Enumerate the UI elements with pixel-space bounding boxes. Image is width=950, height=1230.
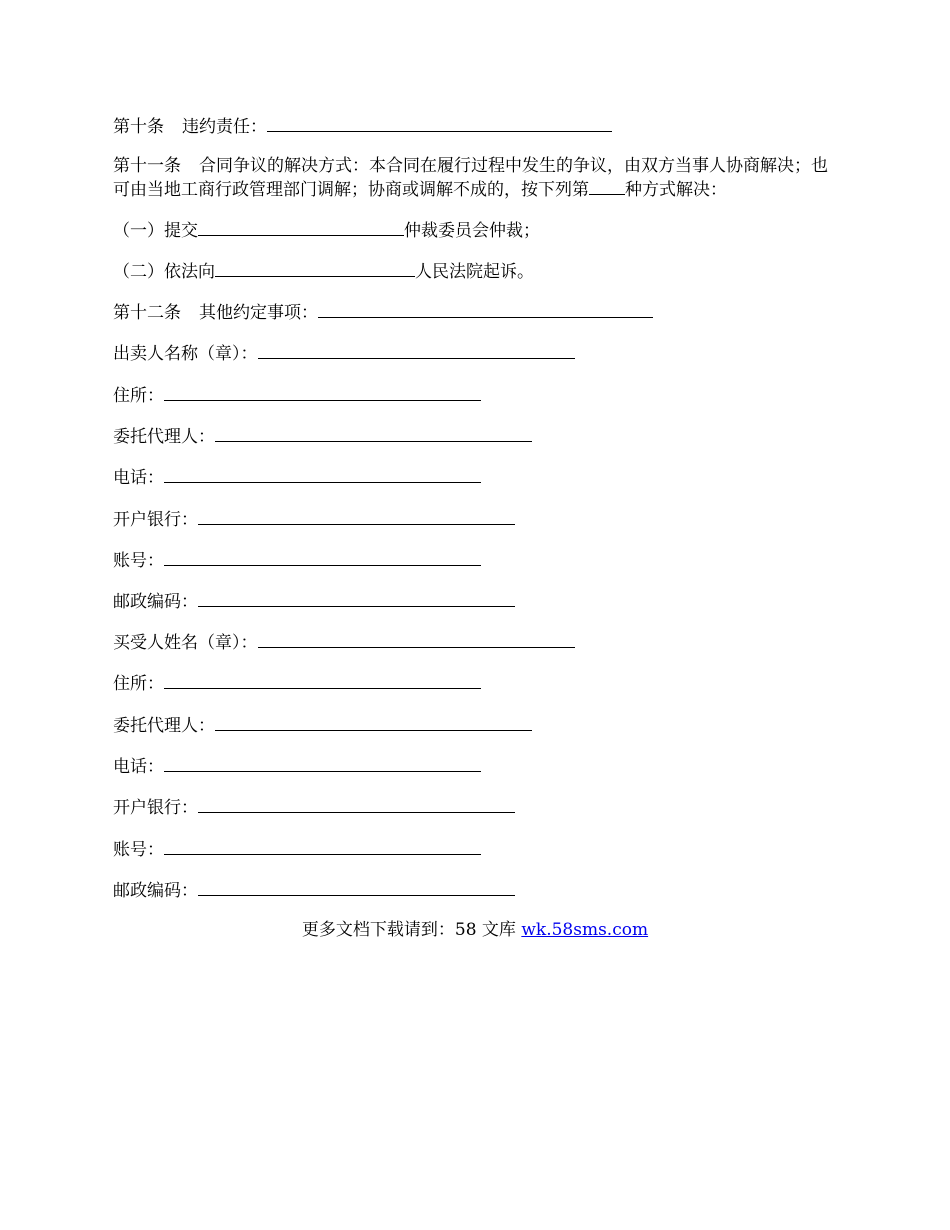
buyer-agent-blank[interactable] <box>215 713 532 731</box>
clause-10 <box>113 114 612 138</box>
clause-11-text-before: 合同争议的解决方式：本合同在履行过程中发生的争议，由双方当事人协商解决；也可由当地工商行政管理部门调解；协商或调解不成的，按下列第 <box>113 156 828 200</box>
buyer-phone-label: 电话： <box>113 757 164 777</box>
option-1-blank[interactable] <box>198 218 404 236</box>
seller-agent-row <box>113 424 532 448</box>
seller-account-label: 账号： <box>113 551 164 571</box>
seller-account-blank[interactable] <box>164 548 481 566</box>
option-2 <box>113 259 534 283</box>
seller-bank-row <box>113 507 515 531</box>
buyer-name-label: 买受人姓名（章）： <box>113 633 258 653</box>
seller-name-row <box>113 341 575 365</box>
buyer-postcode-blank[interactable] <box>198 878 515 896</box>
footer-link[interactable]: wk.58sms.com <box>521 920 649 940</box>
clause-12-title: 其他约定事项： <box>199 303 318 323</box>
buyer-address-label: 住所： <box>113 674 164 694</box>
seller-bank-blank[interactable] <box>198 507 515 525</box>
buyer-account-row <box>113 837 481 861</box>
clause-11-choice-blank[interactable] <box>589 177 625 195</box>
buyer-agent-row <box>113 713 532 737</box>
clause-12 <box>113 300 653 324</box>
buyer-bank-blank[interactable] <box>198 795 515 813</box>
seller-phone-label: 电话： <box>113 468 164 488</box>
seller-postcode-row <box>113 589 515 613</box>
seller-account-row <box>113 548 481 572</box>
buyer-name-row <box>113 630 575 654</box>
buyer-bank-row <box>113 795 515 819</box>
seller-address-label: 住所： <box>113 386 164 406</box>
buyer-agent-label: 委托代理人： <box>113 716 215 736</box>
option-2-blank[interactable] <box>215 259 415 277</box>
buyer-postcode-row <box>113 878 515 902</box>
buyer-account-label: 账号： <box>113 840 164 860</box>
option-1 <box>113 218 540 242</box>
seller-agent-label: 委托代理人： <box>113 427 215 447</box>
option-1-after: 仲裁委员会仲裁； <box>404 221 540 241</box>
clause-11-text-after: 种方式解决： <box>625 180 727 200</box>
clause-12-blank[interactable] <box>318 300 653 318</box>
buyer-address-row <box>113 671 481 695</box>
buyer-phone-row <box>113 754 481 778</box>
option-1-before: （一）提交 <box>113 221 198 241</box>
seller-name-label: 出卖人名称（章）： <box>113 344 258 364</box>
buyer-postcode-label: 邮政编码： <box>113 881 198 901</box>
seller-name-blank[interactable] <box>258 341 575 359</box>
option-2-after: 人民法院起诉。 <box>415 262 534 282</box>
buyer-account-blank[interactable] <box>164 837 481 855</box>
seller-postcode-label: 邮政编码： <box>113 592 198 612</box>
buyer-name-blank[interactable] <box>258 630 575 648</box>
seller-agent-blank[interactable] <box>215 424 532 442</box>
seller-address-blank[interactable] <box>164 383 481 401</box>
seller-address-row <box>113 383 481 407</box>
clause-12-number: 第十二条 <box>113 303 181 323</box>
clause-11 <box>113 155 838 201</box>
buyer-address-blank[interactable] <box>164 671 481 689</box>
buyer-phone-blank[interactable] <box>164 754 481 772</box>
seller-bank-label: 开户银行： <box>113 510 198 530</box>
clause-10-number: 第十条 <box>113 117 164 137</box>
clause-10-title: 违约责任： <box>182 117 267 137</box>
seller-postcode-blank[interactable] <box>198 589 515 607</box>
download-footer <box>0 919 950 941</box>
option-2-before: （二）依法向 <box>113 262 215 282</box>
seller-phone-blank[interactable] <box>164 465 481 483</box>
seller-phone-row <box>113 465 481 489</box>
buyer-bank-label: 开户银行： <box>113 798 198 818</box>
clause-11-number: 第十一条 <box>113 156 181 176</box>
clause-10-blank[interactable] <box>267 114 612 132</box>
footer-text: 更多文档下载请到：58 文库 <box>301 920 522 940</box>
